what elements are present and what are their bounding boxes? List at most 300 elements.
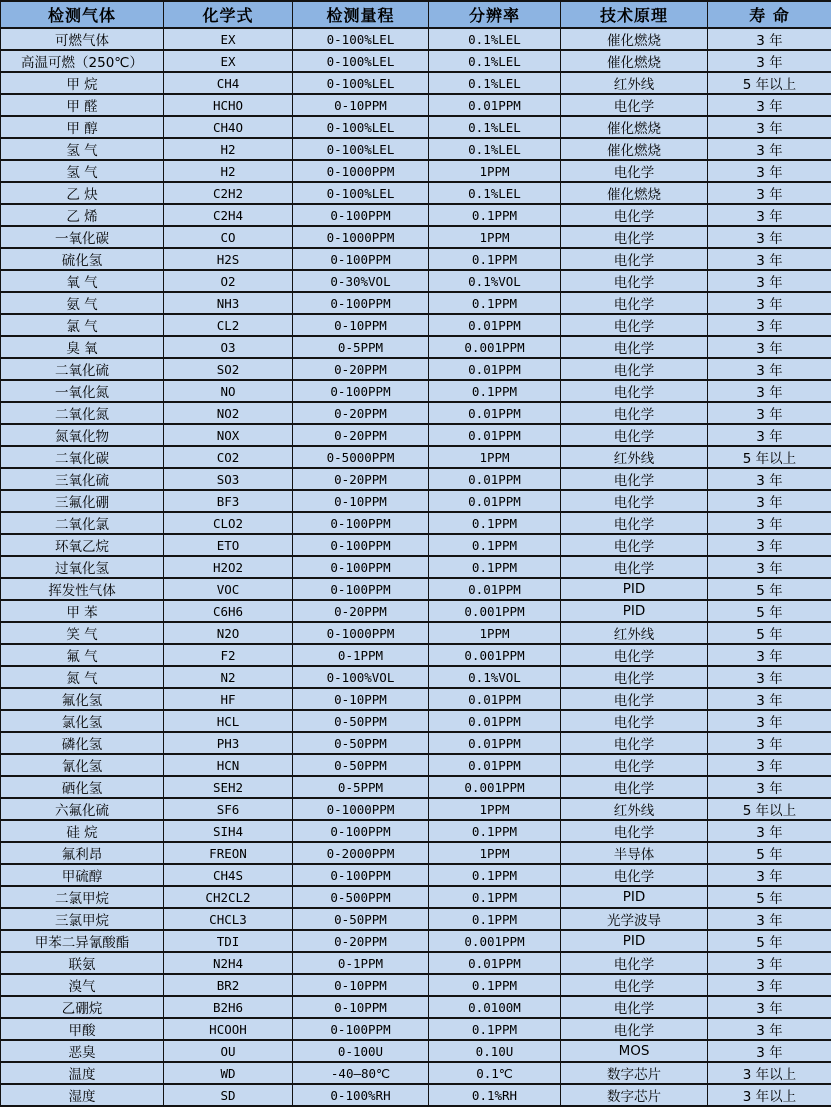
cell-gas: 二氯甲烷 — [1, 886, 164, 908]
cell-gas: 溴气 — [1, 974, 164, 996]
cell-lifespan: 3 年 — [708, 182, 831, 204]
cell-principle: 电化学 — [561, 204, 708, 226]
cell-resolution: 0.1PPM — [429, 1018, 561, 1040]
header-row — [1, 1, 831, 28]
cell-resolution: 0.01PPM — [429, 424, 561, 446]
cell-lifespan: 3 年 — [708, 248, 831, 270]
cell-range: 0-10PPM — [293, 314, 429, 336]
cell-lifespan: 3 年 — [708, 358, 831, 380]
table-row — [1, 160, 831, 182]
cell-resolution: 0.1%LEL — [429, 50, 561, 72]
table-row — [1, 710, 831, 732]
cell-formula: WD — [164, 1062, 293, 1084]
cell-lifespan: 3 年 — [708, 908, 831, 930]
cell-resolution: 0.1PPM — [429, 292, 561, 314]
cell-lifespan: 3 年 — [708, 160, 831, 182]
cell-gas: 甲硫醇 — [1, 864, 164, 886]
cell-range: 0-1000PPM — [293, 622, 429, 644]
cell-resolution: 0.1%VOL — [429, 270, 561, 292]
cell-lifespan: 3 年 — [708, 754, 831, 776]
cell-range: 0-500PPM — [293, 886, 429, 908]
table-row — [1, 820, 831, 842]
cell-lifespan: 3 年 — [708, 952, 831, 974]
cell-formula: SO3 — [164, 468, 293, 490]
cell-lifespan: 5 年 — [708, 600, 831, 622]
cell-lifespan: 3 年 — [708, 644, 831, 666]
table-row — [1, 1040, 831, 1062]
cell-principle: 电化学 — [561, 952, 708, 974]
cell-lifespan: 3 年 — [708, 226, 831, 248]
table-row — [1, 886, 831, 908]
cell-formula: EX — [164, 28, 293, 50]
cell-resolution: 0.1PPM — [429, 908, 561, 930]
cell-range: 0-1PPM — [293, 644, 429, 666]
cell-range: 0-50PPM — [293, 710, 429, 732]
cell-gas: 氢 气 — [1, 138, 164, 160]
cell-principle: 电化学 — [561, 556, 708, 578]
cell-resolution: 0.1PPM — [429, 512, 561, 534]
cell-lifespan: 3 年 — [708, 204, 831, 226]
cell-resolution: 0.10U — [429, 1040, 561, 1062]
cell-lifespan: 3 年 — [708, 270, 831, 292]
cell-range: 0-20PPM — [293, 424, 429, 446]
cell-principle: 电化学 — [561, 270, 708, 292]
cell-gas: 一氧化氮 — [1, 380, 164, 402]
table-row — [1, 754, 831, 776]
cell-gas: 高温可燃（250℃） — [1, 50, 164, 72]
cell-formula: OU — [164, 1040, 293, 1062]
cell-principle: 电化学 — [561, 380, 708, 402]
cell-range: 0-100PPM — [293, 204, 429, 226]
cell-principle: 电化学 — [561, 336, 708, 358]
cell-principle: 电化学 — [561, 292, 708, 314]
table-row — [1, 1018, 831, 1040]
cell-range: 0-5PPM — [293, 776, 429, 798]
cell-formula: HCL — [164, 710, 293, 732]
column-header-gas: 检测气体 — [1, 1, 164, 28]
cell-range: 0-100PPM — [293, 534, 429, 556]
cell-formula: ETO — [164, 534, 293, 556]
cell-resolution: 0.1%LEL — [429, 72, 561, 94]
cell-gas: 氮 气 — [1, 666, 164, 688]
cell-range: 0-10PPM — [293, 94, 429, 116]
cell-range: 0-20PPM — [293, 358, 429, 380]
cell-gas: 三氯甲烷 — [1, 908, 164, 930]
cell-lifespan: 3 年 — [708, 512, 831, 534]
cell-lifespan: 3 年 — [708, 116, 831, 138]
cell-principle: 电化学 — [561, 710, 708, 732]
cell-range: 0-1000PPM — [293, 160, 429, 182]
table-row — [1, 380, 831, 402]
cell-formula: SF6 — [164, 798, 293, 820]
cell-gas: 二氧化碳 — [1, 446, 164, 468]
table-row — [1, 468, 831, 490]
cell-formula: SIH4 — [164, 820, 293, 842]
cell-resolution: 0.01PPM — [429, 952, 561, 974]
cell-gas: 一氧化碳 — [1, 226, 164, 248]
cell-lifespan: 3 年 — [708, 94, 831, 116]
cell-formula: NO2 — [164, 402, 293, 424]
table-body — [1, 28, 831, 1106]
cell-principle: 电化学 — [561, 468, 708, 490]
cell-range: 0-100PPM — [293, 292, 429, 314]
column-header-formula: 化学式 — [164, 1, 293, 28]
cell-resolution: 0.01PPM — [429, 94, 561, 116]
cell-resolution: 0.01PPM — [429, 578, 561, 600]
cell-gas: 甲 烷 — [1, 72, 164, 94]
cell-principle: 电化学 — [561, 424, 708, 446]
cell-principle: 电化学 — [561, 688, 708, 710]
cell-range: 0-100%LEL — [293, 116, 429, 138]
cell-gas: 三氧化硫 — [1, 468, 164, 490]
table-row — [1, 776, 831, 798]
table-row — [1, 402, 831, 424]
cell-range: 0-2000PPM — [293, 842, 429, 864]
cell-gas: 甲 苯 — [1, 600, 164, 622]
cell-gas: 氟化氢 — [1, 688, 164, 710]
cell-resolution: 1PPM — [429, 160, 561, 182]
cell-principle: 数字芯片 — [561, 1062, 708, 1084]
cell-lifespan: 5 年 — [708, 886, 831, 908]
cell-resolution: 0.0100M — [429, 996, 561, 1018]
cell-lifespan: 3 年 — [708, 380, 831, 402]
cell-formula: TDI — [164, 930, 293, 952]
cell-range: 0-20PPM — [293, 600, 429, 622]
cell-range: 0-100%LEL — [293, 182, 429, 204]
cell-gas: 甲酸 — [1, 1018, 164, 1040]
table-row — [1, 930, 831, 952]
table-row — [1, 446, 831, 468]
table-row — [1, 1084, 831, 1106]
cell-principle: 数字芯片 — [561, 1084, 708, 1106]
cell-lifespan: 3 年 — [708, 1040, 831, 1062]
cell-lifespan: 3 年 — [708, 534, 831, 556]
cell-formula: CH4 — [164, 72, 293, 94]
cell-resolution: 1PPM — [429, 446, 561, 468]
cell-principle: 红外线 — [561, 446, 708, 468]
cell-lifespan: 5 年以上 — [708, 798, 831, 820]
cell-lifespan: 5 年 — [708, 842, 831, 864]
cell-gas: 氨 气 — [1, 292, 164, 314]
cell-lifespan: 3 年 — [708, 292, 831, 314]
table-row — [1, 248, 831, 270]
cell-formula: NO — [164, 380, 293, 402]
cell-principle: 催化燃烧 — [561, 50, 708, 72]
cell-formula: VOC — [164, 578, 293, 600]
cell-range: -40—80℃ — [293, 1062, 429, 1084]
cell-resolution: 0.1%LEL — [429, 116, 561, 138]
cell-principle: 催化燃烧 — [561, 28, 708, 50]
table-row — [1, 72, 831, 94]
cell-gas: 氯 气 — [1, 314, 164, 336]
cell-lifespan: 5 年 — [708, 622, 831, 644]
table-row — [1, 270, 831, 292]
cell-range: 0-50PPM — [293, 908, 429, 930]
cell-range: 0-100%VOL — [293, 666, 429, 688]
cell-lifespan: 3 年以上 — [708, 1062, 831, 1084]
cell-range: 0-100PPM — [293, 380, 429, 402]
cell-resolution: 0.01PPM — [429, 468, 561, 490]
cell-resolution: 0.1PPM — [429, 248, 561, 270]
cell-gas: 挥发性气体 — [1, 578, 164, 600]
table-row — [1, 1062, 831, 1084]
cell-gas: 二氧化氯 — [1, 512, 164, 534]
cell-range: 0-50PPM — [293, 754, 429, 776]
cell-lifespan: 3 年 — [708, 556, 831, 578]
cell-principle: 电化学 — [561, 314, 708, 336]
cell-formula: H2 — [164, 160, 293, 182]
cell-range: 0-30%VOL — [293, 270, 429, 292]
cell-resolution: 0.01PPM — [429, 710, 561, 732]
cell-range: 0-100PPM — [293, 578, 429, 600]
cell-gas: 乙硼烷 — [1, 996, 164, 1018]
cell-range: 0-100%LEL — [293, 138, 429, 160]
cell-resolution: 0.1%LEL — [429, 182, 561, 204]
table-row — [1, 314, 831, 336]
cell-principle: MOS — [561, 1040, 708, 1062]
cell-formula: CLO2 — [164, 512, 293, 534]
cell-lifespan: 3 年 — [708, 688, 831, 710]
cell-resolution: 1PPM — [429, 842, 561, 864]
cell-resolution: 0.001PPM — [429, 644, 561, 666]
cell-formula: O3 — [164, 336, 293, 358]
table-row — [1, 138, 831, 160]
cell-principle: 电化学 — [561, 358, 708, 380]
cell-gas: 温度 — [1, 1062, 164, 1084]
cell-formula: NOX — [164, 424, 293, 446]
cell-resolution: 0.1PPM — [429, 886, 561, 908]
table-row — [1, 226, 831, 248]
cell-formula: C2H4 — [164, 204, 293, 226]
cell-resolution: 0.01PPM — [429, 358, 561, 380]
cell-lifespan: 3 年 — [708, 666, 831, 688]
cell-gas: 氮氧化物 — [1, 424, 164, 446]
cell-formula: PH3 — [164, 732, 293, 754]
cell-gas: 硅 烷 — [1, 820, 164, 842]
cell-range: 0-100PPM — [293, 248, 429, 270]
cell-lifespan: 3 年 — [708, 490, 831, 512]
cell-formula: CO — [164, 226, 293, 248]
table-row — [1, 182, 831, 204]
cell-lifespan: 3 年 — [708, 1018, 831, 1040]
cell-formula: SEH2 — [164, 776, 293, 798]
cell-principle: PID — [561, 886, 708, 908]
cell-formula: HF — [164, 688, 293, 710]
cell-principle: 电化学 — [561, 820, 708, 842]
cell-resolution: 0.1PPM — [429, 556, 561, 578]
cell-gas: 臭 氧 — [1, 336, 164, 358]
cell-principle: 电化学 — [561, 1018, 708, 1040]
cell-gas: 甲苯二异氰酸酯 — [1, 930, 164, 952]
cell-range: 0-50PPM — [293, 732, 429, 754]
cell-range: 0-100%LEL — [293, 50, 429, 72]
cell-range: 0-1000PPM — [293, 798, 429, 820]
cell-resolution: 0.01PPM — [429, 402, 561, 424]
cell-range: 0-20PPM — [293, 402, 429, 424]
cell-formula: C2H2 — [164, 182, 293, 204]
cell-gas: 过氧化氢 — [1, 556, 164, 578]
cell-formula: SO2 — [164, 358, 293, 380]
cell-principle: PID — [561, 930, 708, 952]
cell-gas: 甲 醛 — [1, 94, 164, 116]
table-row — [1, 798, 831, 820]
cell-principle: 半导体 — [561, 842, 708, 864]
cell-gas: 氢 气 — [1, 160, 164, 182]
cell-principle: 红外线 — [561, 72, 708, 94]
cell-gas: 环氧乙烷 — [1, 534, 164, 556]
cell-resolution: 0.1PPM — [429, 820, 561, 842]
cell-resolution: 0.1℃ — [429, 1062, 561, 1084]
table-row — [1, 358, 831, 380]
cell-resolution: 1PPM — [429, 622, 561, 644]
cell-principle: 红外线 — [561, 798, 708, 820]
cell-formula: H2O2 — [164, 556, 293, 578]
cell-formula: CH4O — [164, 116, 293, 138]
cell-resolution: 0.1PPM — [429, 534, 561, 556]
cell-formula: CO2 — [164, 446, 293, 468]
cell-lifespan: 3 年 — [708, 138, 831, 160]
cell-formula: F2 — [164, 644, 293, 666]
cell-gas: 氯化氢 — [1, 710, 164, 732]
cell-formula: HCN — [164, 754, 293, 776]
cell-formula: N2O — [164, 622, 293, 644]
cell-formula: BF3 — [164, 490, 293, 512]
cell-gas: 氰化氢 — [1, 754, 164, 776]
cell-principle: 电化学 — [561, 248, 708, 270]
cell-lifespan: 5 年以上 — [708, 446, 831, 468]
cell-resolution: 0.001PPM — [429, 776, 561, 798]
cell-gas: 可燃气体 — [1, 28, 164, 50]
cell-resolution: 0.1PPM — [429, 204, 561, 226]
cell-resolution: 0.1%RH — [429, 1084, 561, 1106]
cell-lifespan: 3 年 — [708, 50, 831, 72]
cell-principle: 电化学 — [561, 776, 708, 798]
cell-formula: B2H6 — [164, 996, 293, 1018]
cell-formula: HCHO — [164, 94, 293, 116]
cell-formula: EX — [164, 50, 293, 72]
cell-gas: 恶臭 — [1, 1040, 164, 1062]
cell-range: 0-5PPM — [293, 336, 429, 358]
cell-gas: 乙 炔 — [1, 182, 164, 204]
table-row — [1, 908, 831, 930]
cell-gas: 笑 气 — [1, 622, 164, 644]
cell-lifespan: 3 年 — [708, 996, 831, 1018]
cell-lifespan: 5 年 — [708, 930, 831, 952]
cell-resolution: 0.001PPM — [429, 600, 561, 622]
cell-formula: NH3 — [164, 292, 293, 314]
cell-resolution: 0.001PPM — [429, 336, 561, 358]
cell-gas: 硒化氢 — [1, 776, 164, 798]
cell-principle: 催化燃烧 — [561, 138, 708, 160]
cell-lifespan: 3 年 — [708, 402, 831, 424]
table-row — [1, 842, 831, 864]
table-row — [1, 424, 831, 446]
table-row — [1, 512, 831, 534]
cell-lifespan: 3 年以上 — [708, 1084, 831, 1106]
cell-principle: 电化学 — [561, 226, 708, 248]
cell-principle: 红外线 — [561, 622, 708, 644]
cell-gas: 甲 醇 — [1, 116, 164, 138]
cell-gas: 硫化氢 — [1, 248, 164, 270]
table-row — [1, 556, 831, 578]
cell-formula: SD — [164, 1084, 293, 1106]
cell-principle: 电化学 — [561, 644, 708, 666]
cell-formula: HCOOH — [164, 1018, 293, 1040]
cell-principle: 电化学 — [561, 754, 708, 776]
cell-range: 0-20PPM — [293, 930, 429, 952]
cell-resolution: 0.01PPM — [429, 314, 561, 336]
table-row — [1, 688, 831, 710]
cell-formula: O2 — [164, 270, 293, 292]
cell-formula: N2 — [164, 666, 293, 688]
cell-lifespan: 3 年 — [708, 314, 831, 336]
cell-range: 0-10PPM — [293, 996, 429, 1018]
cell-range: 0-5000PPM — [293, 446, 429, 468]
column-header-range: 检测量程 — [293, 1, 429, 28]
table-row — [1, 578, 831, 600]
cell-lifespan: 3 年 — [708, 974, 831, 996]
cell-resolution: 0.01PPM — [429, 754, 561, 776]
cell-range: 0-100PPM — [293, 556, 429, 578]
cell-lifespan: 3 年 — [708, 864, 831, 886]
cell-range: 0-100PPM — [293, 864, 429, 886]
cell-formula: CH4S — [164, 864, 293, 886]
table-row — [1, 336, 831, 358]
cell-lifespan: 3 年 — [708, 776, 831, 798]
cell-lifespan: 3 年 — [708, 820, 831, 842]
cell-gas: 磷化氢 — [1, 732, 164, 754]
cell-range: 0-10PPM — [293, 688, 429, 710]
cell-principle: 电化学 — [561, 732, 708, 754]
table-row — [1, 974, 831, 996]
table-row — [1, 864, 831, 886]
cell-principle: 电化学 — [561, 160, 708, 182]
table-row — [1, 292, 831, 314]
cell-resolution: 0.1%VOL — [429, 666, 561, 688]
table-row — [1, 996, 831, 1018]
cell-gas: 二氧化氮 — [1, 402, 164, 424]
cell-range: 0-100U — [293, 1040, 429, 1062]
cell-formula: CHCL3 — [164, 908, 293, 930]
cell-formula: H2 — [164, 138, 293, 160]
cell-lifespan: 3 年 — [708, 710, 831, 732]
table-row — [1, 50, 831, 72]
cell-gas: 湿度 — [1, 1084, 164, 1106]
cell-gas: 六氟化硫 — [1, 798, 164, 820]
cell-range: 0-1PPM — [293, 952, 429, 974]
table-row — [1, 204, 831, 226]
cell-principle: 催化燃烧 — [561, 116, 708, 138]
cell-gas: 氟 气 — [1, 644, 164, 666]
cell-resolution: 0.01PPM — [429, 688, 561, 710]
cell-range: 0-100PPM — [293, 512, 429, 534]
table-row — [1, 952, 831, 974]
cell-formula: CH2CL2 — [164, 886, 293, 908]
cell-lifespan: 5 年以上 — [708, 72, 831, 94]
cell-resolution: 1PPM — [429, 798, 561, 820]
cell-range: 0-100%LEL — [293, 72, 429, 94]
cell-principle: PID — [561, 600, 708, 622]
cell-principle: 电化学 — [561, 402, 708, 424]
table-row — [1, 666, 831, 688]
cell-principle: 光学波导 — [561, 908, 708, 930]
cell-range: 0-20PPM — [293, 468, 429, 490]
cell-range: 0-100PPM — [293, 820, 429, 842]
cell-lifespan: 3 年 — [708, 336, 831, 358]
cell-principle: 电化学 — [561, 94, 708, 116]
cell-resolution: 0.001PPM — [429, 930, 561, 952]
cell-formula: CL2 — [164, 314, 293, 336]
